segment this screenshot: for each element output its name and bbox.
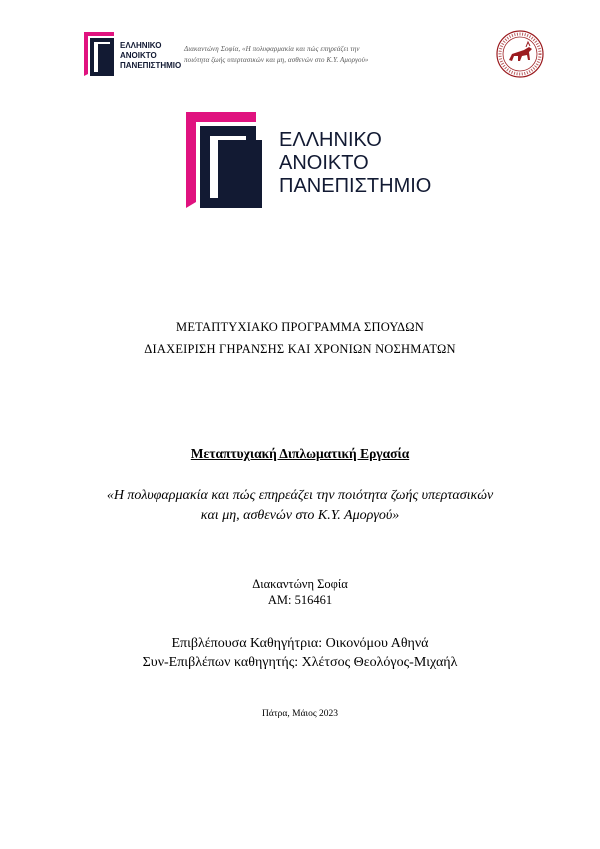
supervisors-block: [0, 634, 600, 672]
author-name: Διακαντώνη Σοφία: [252, 577, 348, 591]
thesis-title: [0, 486, 600, 526]
header-logo-text: [120, 41, 181, 71]
patras-seal-icon: [496, 30, 544, 78]
program-heading: [0, 316, 600, 360]
main-logo-line: ΠΑΝΕΠΙΣΤΗΜΙΟ: [279, 175, 432, 197]
header-logo-line: ΕΛΛΗΝΙΚΟ: [120, 41, 162, 50]
thesis-title-line1: «Η πολυφαρμακία και πώς επηρεάζει την ποιότητα ζωής υπερτασικών: [106, 488, 494, 503]
thesis-type: [0, 446, 600, 462]
header-running-title-line2: ποιότητα ζωής υπερτασικών και μη, ασθενών στο Κ.Υ. Αμοργού»: [184, 56, 369, 64]
co-supervisor: Συν-Επιβλέπων καθηγητής: Χλέτσος Θεολόγος-Μιχαήλ: [142, 655, 458, 670]
program-line2: ΔΙΑΧΕΙΡΙΣΗ ΓΗΡΑΝΣΗΣ ΚΑΙ ΧΡΟΝΙΩΝ ΝΟΣΗΜΑΤΩΝ: [144, 342, 456, 356]
eap-logo-large-icon: [186, 112, 278, 208]
thesis-type-label: Μεταπτυχιακή Διπλωματική Εργασία: [190, 446, 410, 461]
header-logo-line: ΠΑΝΕΠΙΣΤΗΜΙΟ: [120, 61, 182, 70]
main-logo-line: ΑΝΟΙΚΤΟ: [279, 152, 369, 174]
main-university-logo: [186, 112, 432, 208]
place-date: Πάτρα, Μάιος 2023: [262, 709, 338, 719]
thesis-title-line2: και μη, ασθενών στο Κ.Υ. Αμοργού»: [200, 508, 400, 523]
author-registration-number: ΑΜ: 516461: [267, 593, 333, 607]
eap-logo-mark-icon: [84, 32, 118, 76]
header-logo-line: ΑΝΟΙΚΤΟ: [120, 51, 157, 60]
main-logo-text: [279, 129, 431, 198]
supervisor: Επιβλέπουσα Καθηγήτρια: Οικονόμου Αθηνά: [171, 636, 429, 651]
header-running-title-line1: Διακαντώνη Σοφία, «Η πολυφαρμακία και πώς επηρεάζει την: [184, 45, 360, 53]
program-line1: ΜΕΤΑΠΤΥΧΙΑΚΟ ΠΡΟΓΡΑΜΜΑ ΣΠΟΥΔΩΝ: [176, 320, 424, 334]
header-logo: [84, 32, 180, 76]
author-block: [0, 576, 600, 608]
main-logo-line: ΕΛΛΗΝΙΚΟ: [279, 129, 382, 151]
